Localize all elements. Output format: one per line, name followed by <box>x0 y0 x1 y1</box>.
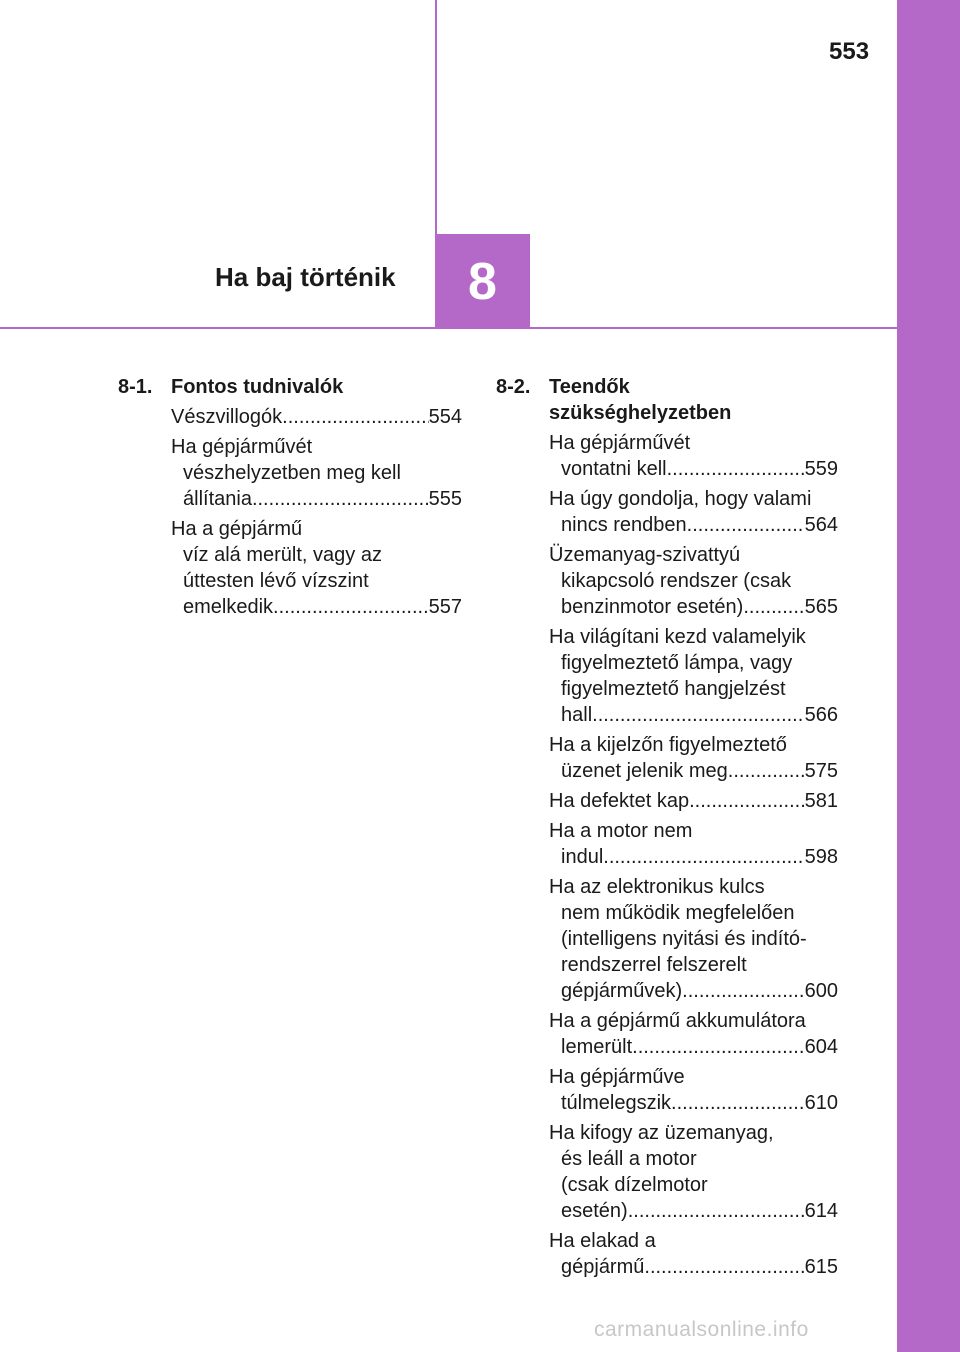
toc-entry-text: lemerült <box>561 1036 633 1058</box>
toc-entry[interactable] <box>171 404 462 430</box>
toc-entries <box>496 430 838 1280</box>
toc-entry-text: és leáll a motor <box>561 1148 697 1170</box>
toc-entry-last-line <box>549 788 838 814</box>
toc-entry-last-line <box>549 594 838 620</box>
toc-entry[interactable] <box>171 516 462 620</box>
dot-leader <box>603 844 804 870</box>
section-title <box>171 374 462 400</box>
toc-entry-text: (intelligens nyitási és indító- <box>561 928 807 950</box>
toc-entry-last-line <box>549 1034 838 1060</box>
toc-entry-text: állítania <box>183 488 252 510</box>
toc-entry-text: Ha a motor nem <box>549 820 693 842</box>
toc-entry-text: Ha kifogy az üzemanyag, <box>549 1122 774 1144</box>
toc-entry-text: úttesten lévő vízszint <box>183 570 369 592</box>
toc-page-number: 559 <box>804 458 838 480</box>
toc-entry-text: Ha világítani kezd valamelyik <box>549 626 806 648</box>
toc-entry-last-line <box>549 456 838 482</box>
section-title-line: szükséghelyzetben <box>549 402 732 424</box>
dot-leader <box>687 512 805 538</box>
toc-entry-text: Vészvillogók <box>171 406 283 428</box>
toc-page-number: 557 <box>428 596 462 618</box>
toc-entry[interactable] <box>549 624 838 728</box>
toc-entry[interactable] <box>549 430 838 482</box>
dot-leader <box>282 404 428 430</box>
toc-page-number: 610 <box>804 1092 838 1114</box>
toc-entry-text: esetén) <box>561 1200 628 1222</box>
toc-entry-text: Ha a gépjármű akkumulátora <box>549 1010 806 1032</box>
toc-page-number: 604 <box>804 1036 838 1058</box>
dot-leader <box>644 1254 804 1280</box>
toc-entry-text: indul <box>561 846 604 868</box>
toc-entry[interactable] <box>549 732 838 784</box>
toc-entry-text: hall <box>561 704 593 726</box>
page-number: 553 <box>829 38 870 65</box>
toc-entry-last-line <box>549 702 838 728</box>
toc-page-number: 581 <box>804 790 838 812</box>
toc-entry-text: figyelmeztető lámpa, vagy <box>561 652 793 674</box>
chapter-number: 8 <box>468 252 497 311</box>
toc-page-number: 598 <box>804 846 838 868</box>
toc-entry[interactable] <box>549 542 838 620</box>
toc-entry-last-line <box>171 594 462 620</box>
chapter-number-box <box>435 234 530 329</box>
dot-leader <box>743 594 804 620</box>
dot-leader <box>632 1034 804 1060</box>
dot-leader <box>728 758 805 784</box>
toc-entry-last-line <box>549 1198 838 1224</box>
toc-entry-text: Ha gépjárműve <box>549 1066 685 1088</box>
toc-entry-text: Ha az elektronikus kulcs <box>549 876 765 898</box>
toc-entry[interactable] <box>171 434 462 512</box>
toc-entry-text: kikapcsoló rendszer (csak <box>561 570 792 592</box>
chapter-side-tab <box>897 0 960 1352</box>
toc-page-number: 564 <box>804 514 838 536</box>
toc-section <box>118 374 462 620</box>
toc-entry-text: Ha defektet kap <box>549 790 690 812</box>
toc-entry[interactable] <box>549 818 838 870</box>
toc-entry-last-line <box>549 1090 838 1116</box>
dot-leader <box>252 486 429 512</box>
toc-page-number: 575 <box>804 760 838 782</box>
toc-entry-text: benzinmotor esetén) <box>561 596 744 618</box>
toc-page-number: 614 <box>804 1200 838 1222</box>
dot-leader <box>689 788 805 814</box>
toc-page-number: 565 <box>804 596 838 618</box>
toc-entry-text: víz alá merült, vagy az <box>183 544 382 566</box>
chapter-title: Ha baj történik <box>215 262 396 292</box>
toc-entry-text: Ha a gépjármű <box>171 518 303 540</box>
toc-entry-text: túlmelegszik <box>561 1092 672 1114</box>
section-title-line: Teendők <box>549 376 630 398</box>
header-vertical-rule <box>435 0 437 234</box>
section-heading <box>496 374 838 426</box>
section-title-line: Fontos tudnivalók <box>171 376 344 398</box>
toc-entry-text: rendszerrel felszerelt <box>561 954 747 976</box>
dot-leader <box>592 702 804 728</box>
toc-page-number: 615 <box>804 1256 838 1278</box>
section-number: 8-2. <box>496 376 531 398</box>
toc-entry-text: Ha úgy gondolja, hogy valami <box>549 488 812 510</box>
toc-entry-text: nincs rendben <box>561 514 687 536</box>
toc-page-number: 600 <box>804 980 838 1002</box>
section-number: 8-1. <box>118 376 153 398</box>
toc-page-number: 554 <box>428 406 462 428</box>
toc-entry-last-line <box>549 978 838 1004</box>
toc-entry-text: figyelmeztető hangjelzést <box>561 678 786 700</box>
toc-entry[interactable] <box>549 1228 838 1280</box>
toc-entry-text: vontatni kell <box>561 458 667 480</box>
toc-entry-last-line <box>171 404 462 430</box>
toc-page-number: 555 <box>428 488 462 510</box>
toc-entry[interactable] <box>549 788 838 814</box>
toc-entry-text: (csak dízelmotor <box>561 1174 708 1196</box>
toc-entry-text: Ha gépjárművét <box>549 432 691 454</box>
toc-entry-text: nem működik megfelelően <box>561 902 795 924</box>
watermark: carmanualsonline.info <box>594 1318 809 1341</box>
toc-entry-last-line <box>549 758 838 784</box>
toc-entry[interactable] <box>549 1008 838 1060</box>
dot-leader <box>667 456 805 482</box>
toc-entries <box>118 404 462 620</box>
section-title <box>549 374 838 426</box>
toc-section <box>496 374 838 1280</box>
dot-leader <box>671 1090 805 1116</box>
toc-entry-last-line <box>549 512 838 538</box>
toc-entry-text: emelkedik <box>183 596 274 618</box>
toc-entry-last-line <box>549 844 838 870</box>
dot-leader <box>682 978 804 1004</box>
toc-entry-text: Ha a kijelzőn figyelmeztető <box>549 734 787 756</box>
toc-entry-text: gépjárművek) <box>561 980 683 1002</box>
toc-entry[interactable] <box>549 874 838 1004</box>
toc-page-number: 566 <box>804 704 838 726</box>
toc-entry-text: Ha elakad a <box>549 1230 656 1252</box>
toc-entry-text: üzenet jelenik meg <box>561 760 728 782</box>
toc-entry-text: vészhelyzetben meg kell <box>183 462 401 484</box>
toc-entry-text: gépjármű <box>561 1256 645 1278</box>
toc-entry-last-line <box>549 1254 838 1280</box>
section-heading <box>118 374 462 400</box>
toc-entry[interactable] <box>549 486 838 538</box>
toc-entry-text: Üzemanyag-szivattyú <box>549 544 741 566</box>
toc-entry[interactable] <box>549 1064 838 1116</box>
dot-leader <box>273 594 429 620</box>
dot-leader <box>628 1198 805 1224</box>
toc-entry-text: Ha gépjárművét <box>171 436 313 458</box>
toc-entry-last-line <box>171 486 462 512</box>
toc-entry[interactable] <box>549 1120 838 1224</box>
